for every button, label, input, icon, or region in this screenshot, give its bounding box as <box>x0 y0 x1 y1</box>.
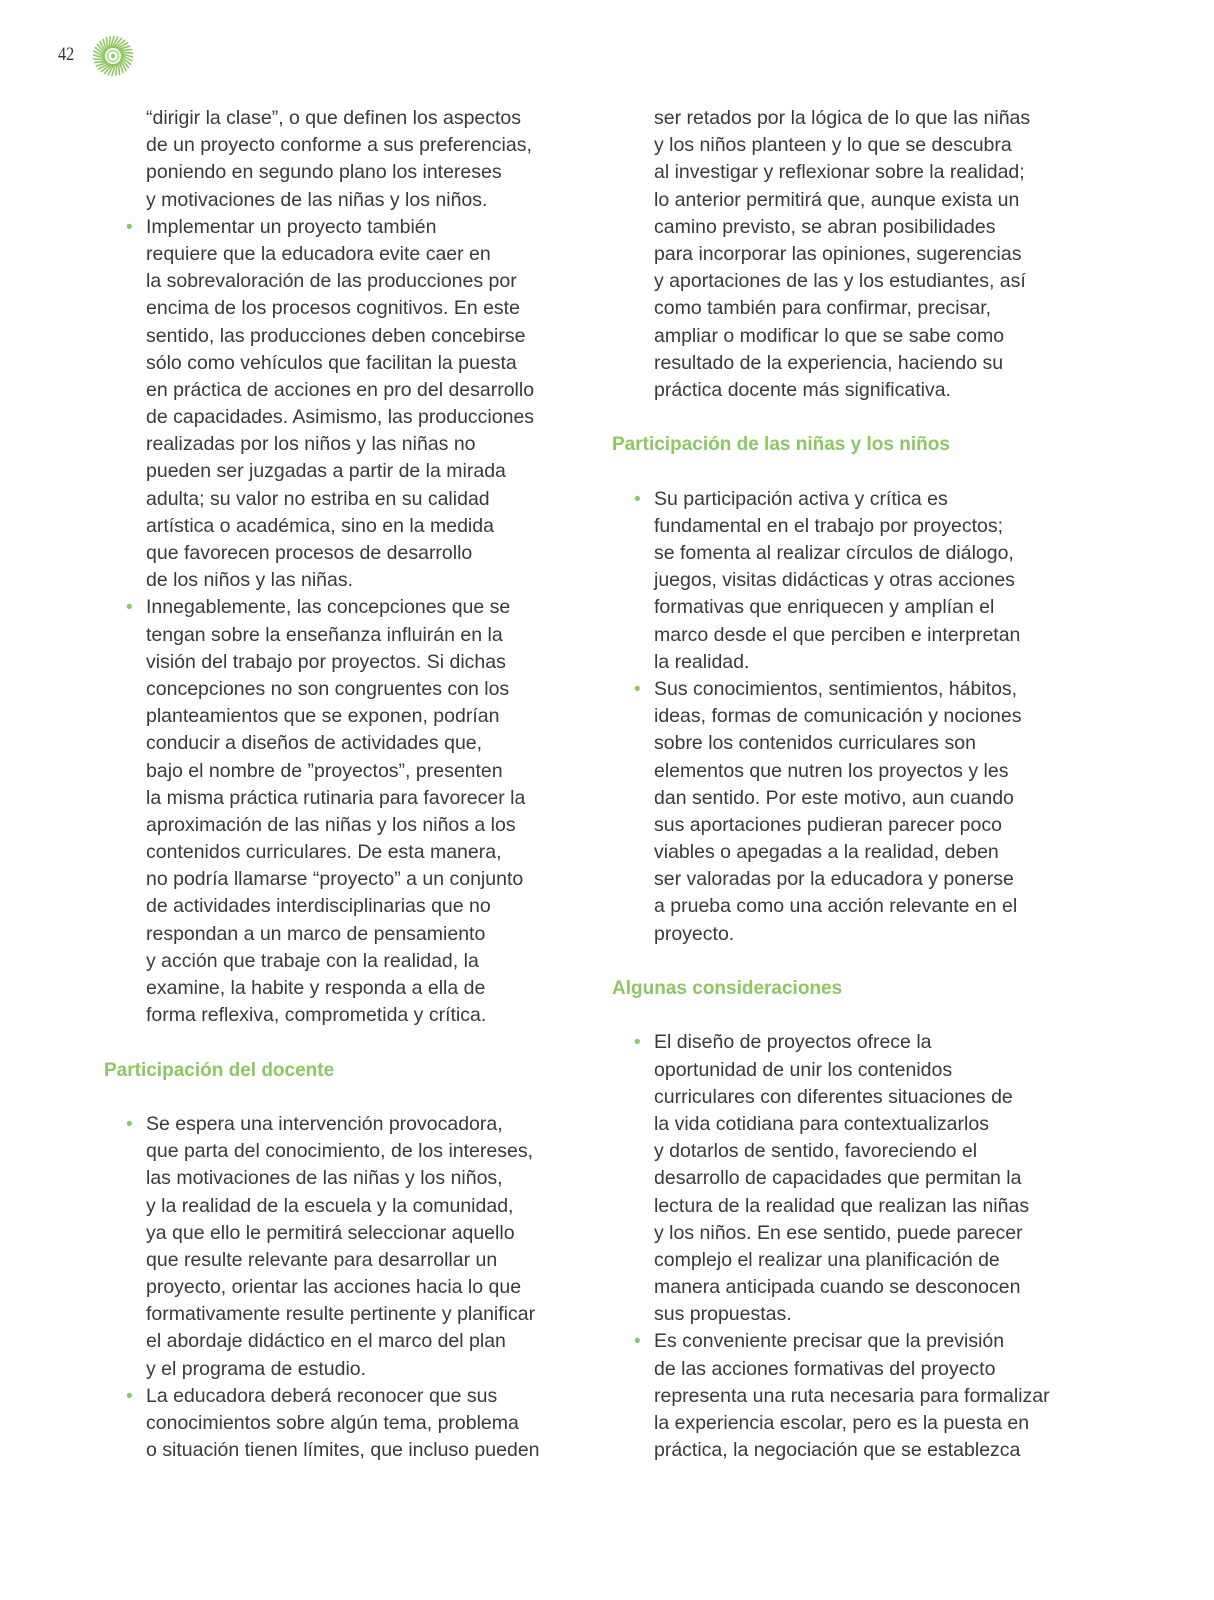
bullet-item-first-line <box>612 1029 1092 1056</box>
text-line <box>104 1165 584 1192</box>
line-text: práctica, la negociación que se establezca <box>654 1439 1021 1462</box>
text-line <box>612 214 1092 241</box>
line-text: y motivaciones de las niñas y los niños. <box>146 188 488 211</box>
text-line <box>104 350 584 377</box>
bullet-item-first-line <box>104 1111 584 1138</box>
line-text: pueden ser juzgadas a partir de la mirada <box>146 460 506 483</box>
text-line <box>612 866 1092 893</box>
line-text: La educadora deberá reconocer que sus <box>146 1384 498 1407</box>
line-text: resultado de la experiencia, haciendo su <box>654 351 1004 374</box>
line-text: formativas que enriquecen y amplían el <box>654 596 995 619</box>
line-text: ser valoradas por la educadora y ponerse <box>654 868 1014 891</box>
paragraph-spacer <box>612 404 1092 431</box>
line-text: se fomenta al realizar círculos de diálogo, <box>654 542 1014 564</box>
text-line <box>612 323 1092 350</box>
line-text: no podría llamarse “proyecto” a un conjunto <box>146 868 524 891</box>
green-spiral-emblem-icon <box>92 35 134 77</box>
text-line <box>104 1138 584 1165</box>
line-text: realizadas por los niños y las niñas no <box>146 433 476 456</box>
line-text: conducir a diseños de actividades que, <box>146 732 483 755</box>
text-line <box>104 132 584 159</box>
line-text: sentido, las producciones deben concebirse <box>146 324 526 347</box>
text-line <box>104 921 584 948</box>
text-line <box>612 1220 1092 1247</box>
line-text: manera anticipada cuando se desconocen <box>654 1276 1021 1299</box>
text-line <box>612 132 1092 159</box>
line-text: la experiencia escolar, pero es la puesta en <box>654 1412 1030 1434</box>
text-line <box>104 1193 584 1220</box>
text-line <box>612 295 1092 322</box>
text-line <box>104 159 584 186</box>
bullet-icon: • <box>126 597 133 619</box>
text-line <box>612 513 1092 540</box>
line-text: visión del trabajo por proyectos. Si dichas <box>146 650 506 673</box>
text-line <box>104 458 584 485</box>
line-text: marco desde el que perciben e interpretan <box>654 623 1021 646</box>
bullet-icon: • <box>634 488 641 510</box>
text-line <box>104 649 584 676</box>
line-text: de los niños y las niñas. <box>146 569 354 592</box>
text-line <box>612 159 1092 186</box>
line-text: Implementar un proyecto también <box>146 215 437 238</box>
line-text: para incorporar las opiniones, sugerencias <box>654 242 1022 265</box>
line-text: sobre los contenidos curriculares son <box>654 732 976 755</box>
line-text: que favorecen procesos de desarrollo <box>146 542 473 564</box>
text-line <box>612 540 1092 567</box>
text-line <box>612 758 1092 785</box>
text-line <box>104 758 584 785</box>
text-line <box>612 1274 1092 1301</box>
text-line <box>612 187 1092 214</box>
text-line <box>612 622 1092 649</box>
line-text: contenidos curriculares. De esta manera, <box>146 841 502 864</box>
line-text: encima de los procesos cognitivos. En este <box>146 297 520 320</box>
text-line <box>104 431 584 458</box>
bullet-item-first-line <box>612 1328 1092 1355</box>
line-text: como también para confirmar, precisar, <box>654 297 992 320</box>
right-column <box>612 105 1092 1464</box>
line-text: y la realidad de la escuela y la comunidad, <box>146 1194 514 1217</box>
line-text: de las acciones formativas del proyecto <box>654 1357 996 1380</box>
bullet-item-first-line <box>104 214 584 241</box>
line-text: aproximación de las niñas y los niños a los <box>146 813 516 836</box>
text-line <box>104 268 584 295</box>
text-line <box>612 1383 1092 1410</box>
text-line <box>104 540 584 567</box>
text-line <box>612 1301 1092 1328</box>
line-text: que parta del conocimiento, de los intereses, <box>146 1140 533 1163</box>
text-line <box>104 404 584 431</box>
text-line <box>612 241 1092 268</box>
line-text: “dirigir la clase”, o que definen los aspectos <box>146 107 522 129</box>
line-text: de actividades interdisciplinarias que no <box>146 895 491 918</box>
line-text: dan sentido. Por este motivo, aun cuando <box>654 786 1014 809</box>
text-line <box>104 105 584 132</box>
line-text: sus propuestas. <box>654 1303 792 1326</box>
line-text: práctica docente más significativa. <box>654 378 951 401</box>
section-heading: Participación de las niñas y los niños <box>612 434 950 456</box>
line-text: Innegablemente, las concepciones que se <box>146 596 511 619</box>
page-number: 42 <box>58 44 75 65</box>
line-text: sus aportaciones pudieran parecer poco <box>654 813 1002 836</box>
line-text: artística o académica, sino en la medida <box>146 514 494 537</box>
text-line <box>104 622 584 649</box>
text-line <box>612 893 1092 920</box>
line-text: y aportaciones de las y los estudiantes, así <box>654 270 1026 293</box>
bullet-item-first-line <box>612 676 1092 703</box>
line-text: conocimientos sobre algún tema, problema <box>146 1412 519 1434</box>
text-line <box>612 839 1092 866</box>
line-text: y los niños. En ese sentido, puede parecer <box>654 1221 1023 1244</box>
text-line <box>104 948 584 975</box>
bullet-item-first-line <box>104 594 584 621</box>
line-text: sólo como vehículos que facilitan la puesta <box>146 351 517 374</box>
text-line <box>104 1301 584 1328</box>
text-line <box>612 1437 1092 1464</box>
line-text: tengan sobre la enseñanza influirán en la <box>146 623 503 646</box>
bullet-icon: • <box>634 1032 641 1054</box>
line-text: adulta; su valor no estriba en su calidad <box>146 487 490 510</box>
line-text: la vida cotidiana para contextualizarlos <box>654 1112 989 1135</box>
line-text: que resulte relevante para desarrollar un <box>146 1248 498 1271</box>
text-line <box>612 567 1092 594</box>
text-line <box>612 1193 1092 1220</box>
text-line <box>104 241 584 268</box>
line-text: oportunidad de unir los contenidos <box>654 1058 953 1081</box>
line-text: fundamental en el trabajo por proyectos; <box>654 514 1004 537</box>
text-line <box>104 1247 584 1274</box>
text-line <box>104 812 584 839</box>
paragraph-spacer <box>104 1084 584 1111</box>
line-text: ser retados por la lógica de lo que las niñas <box>654 107 1031 129</box>
text-line <box>612 703 1092 730</box>
text-line <box>104 730 584 757</box>
text-line <box>104 893 584 920</box>
line-text: examine, la habite y responda a ella de <box>146 977 486 999</box>
text-line <box>612 1138 1092 1165</box>
text-line <box>104 785 584 812</box>
line-text: juegos, visitas didácticas y otras acciones <box>654 569 1015 592</box>
paragraph-spacer <box>612 948 1092 975</box>
line-text: proyecto. <box>654 922 735 945</box>
line-text: desarrollo de capacidades que permitan la <box>654 1167 1022 1190</box>
text-line <box>612 377 1092 404</box>
text-line <box>612 350 1092 377</box>
line-text: complejo el realizar una planificación de <box>654 1248 1000 1271</box>
line-text: y el programa de estudio. <box>146 1357 367 1380</box>
line-text: de capacidades. Asimismo, las producciones <box>146 406 535 429</box>
text-line <box>104 1356 584 1383</box>
text-line <box>104 676 584 703</box>
line-text: ampliar o modificar lo que se sabe como <box>654 324 1005 347</box>
text-line <box>104 187 584 214</box>
bullet-icon: • <box>126 1113 133 1135</box>
line-text: lo anterior permitirá que, aunque exista un <box>654 188 1020 211</box>
text-line <box>104 295 584 322</box>
line-text: en práctica de acciones en pro del desarrollo <box>146 378 535 401</box>
text-line <box>612 921 1092 948</box>
text-line <box>612 1084 1092 1111</box>
line-text: Sus conocimientos, sentimientos, hábitos, <box>654 677 1018 700</box>
text-line <box>104 1220 584 1247</box>
bullet-icon: • <box>634 1331 641 1353</box>
section-heading: Participación del docente <box>104 1059 335 1081</box>
text-line <box>612 1165 1092 1192</box>
text-line <box>104 839 584 866</box>
text-line <box>104 866 584 893</box>
line-text: al investigar y reflexionar sobre la realidad; <box>654 161 1025 184</box>
bullet-icon: • <box>126 1385 133 1407</box>
line-text: poniendo en segundo plano los intereses <box>146 161 502 184</box>
line-text: a prueba como una acción relevante en el <box>654 895 1018 918</box>
paragraph-spacer <box>612 1002 1092 1029</box>
bullet-icon: • <box>126 216 133 238</box>
text-line <box>612 1111 1092 1138</box>
section-heading: Algunas consideraciones <box>612 978 843 999</box>
line-text: de un proyecto conforme a sus preferencias, <box>146 134 532 157</box>
line-text: viables o apegadas a la realidad, deben <box>654 841 999 864</box>
text-line <box>612 594 1092 621</box>
bullet-item-first-line <box>104 1383 584 1410</box>
line-text: formativamente resulte pertinente y planificar <box>146 1303 536 1326</box>
text-line <box>612 812 1092 839</box>
line-text: y los niños planteen y lo que se descubra <box>654 134 1012 157</box>
line-text: las motivaciones de las niñas y los niños, <box>146 1167 503 1190</box>
line-text: representa una ruta necesaria para formalizar <box>654 1384 1050 1407</box>
line-text: Su participación activa y crítica es <box>654 487 948 510</box>
line-text: curriculares con diferentes situaciones de <box>654 1085 1013 1108</box>
paragraph-spacer <box>104 1029 584 1056</box>
text-line <box>612 1247 1092 1274</box>
text-line <box>104 1410 584 1437</box>
text-line <box>104 1328 584 1355</box>
text-line <box>612 785 1092 812</box>
line-text: requiere que la educadora evite caer en <box>146 242 491 265</box>
line-text: Se espera una intervención provocadora, <box>146 1112 503 1135</box>
line-text: forma reflexiva, comprometida y crítica. <box>146 1004 487 1027</box>
text-line <box>104 513 584 540</box>
line-text: y dotarlos de sentido, favoreciendo el <box>654 1140 978 1163</box>
line-text: planteamientos que se exponen, podrían <box>146 705 500 728</box>
line-text: ideas, formas de comunicación y nociones <box>654 705 1022 728</box>
line-text: el abordaje didáctico en el marco del plan <box>146 1330 506 1353</box>
paragraph-spacer <box>612 458 1092 485</box>
line-text: la sobrevaloración de las producciones por <box>146 270 517 293</box>
text-line <box>104 323 584 350</box>
text-line <box>612 1410 1092 1437</box>
line-text: respondan a un marco de pensamiento <box>146 922 486 945</box>
line-text: la realidad. <box>654 650 750 673</box>
line-text: ya que ello le permitirá seleccionar aquello <box>146 1221 515 1244</box>
text-line <box>104 703 584 730</box>
line-text: y acción que trabaje con la realidad, la <box>146 949 479 972</box>
line-text: elementos que nutren los proyectos y les <box>654 759 1009 782</box>
text-line <box>104 567 584 594</box>
text-line <box>104 486 584 513</box>
text-line <box>104 1437 584 1464</box>
text-line <box>104 1274 584 1301</box>
text-line <box>104 1002 584 1029</box>
line-text: lectura de la realidad que realizan las niñas <box>654 1194 1030 1217</box>
line-text: o situación tienen límites, que incluso pueden <box>146 1439 540 1462</box>
text-line <box>104 377 584 404</box>
line-text: camino previsto, se abran posibilidades <box>654 215 996 238</box>
text-line <box>612 105 1092 132</box>
text-line <box>612 730 1092 757</box>
bullet-icon: • <box>634 678 641 700</box>
text-line <box>612 268 1092 295</box>
left-column <box>104 105 584 1464</box>
text-line <box>612 1057 1092 1084</box>
line-text: bajo el nombre de ”proyectos”, presenten <box>146 759 503 782</box>
text-line <box>612 1356 1092 1383</box>
line-text: El diseño de proyectos ofrece la <box>654 1031 932 1054</box>
line-text: Es conveniente precisar que la previsión <box>654 1330 1005 1353</box>
text-line <box>612 649 1092 676</box>
text-line <box>104 975 584 1002</box>
line-text: concepciones no son congruentes con los <box>146 677 510 700</box>
line-text: proyecto, orientar las acciones hacia lo que <box>146 1276 522 1299</box>
line-text: la misma práctica rutinaria para favorecer la <box>146 786 526 809</box>
bullet-item-first-line <box>612 486 1092 513</box>
